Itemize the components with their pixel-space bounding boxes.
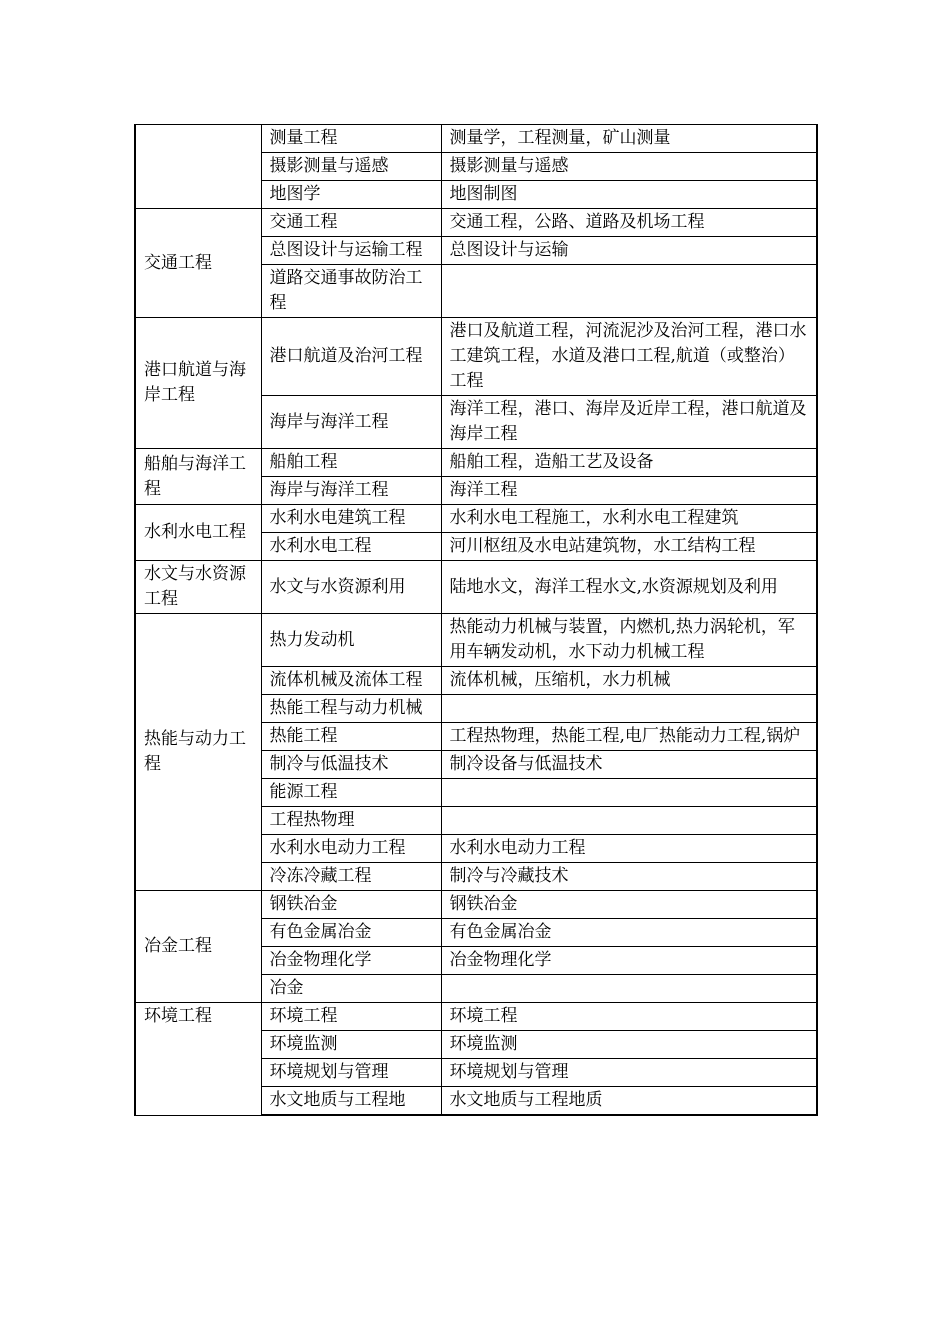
category-cell: 冶金工程: [135, 891, 261, 1003]
description-cell: 测量学，工程测量，矿山测量: [441, 125, 817, 153]
category-cell: 环境工程: [135, 1003, 261, 1116]
description-cell: 地图制图: [441, 181, 817, 209]
category-cell: [135, 125, 261, 209]
table-row: [135, 209, 817, 237]
description-cell: 摄影测量与遥感: [441, 153, 817, 181]
description-cell: 总图设计与运输: [441, 237, 817, 265]
subject-cell: 海岸与海洋工程: [261, 396, 441, 449]
subject-cell: 能源工程: [261, 779, 441, 807]
description-cell: 钢铁冶金: [441, 891, 817, 919]
description-cell: 水利水电动力工程: [441, 835, 817, 863]
category-cell: 交通工程: [135, 209, 261, 318]
table-row: [135, 318, 817, 396]
subject-cell: 水利水电工程: [261, 533, 441, 561]
subject-cell: 制冷与低温技术: [261, 751, 441, 779]
subject-cell: 水利水电建筑工程: [261, 505, 441, 533]
description-cell: 河川枢纽及水电站建筑物，水工结构工程: [441, 533, 817, 561]
description-cell: 冶金物理化学: [441, 947, 817, 975]
subject-cell: 水文与水资源利用: [261, 561, 441, 614]
subject-cell: 港口航道及治河工程: [261, 318, 441, 396]
description-cell: 水文地质与工程地质: [441, 1087, 817, 1116]
description-cell: 船舶工程，造船工艺及设备: [441, 449, 817, 477]
description-cell: 陆地水文，海洋工程水文,水资源规划及利用: [441, 561, 817, 614]
category-cell: 港口航道与海岸工程: [135, 318, 261, 449]
description-cell: 环境规划与管理: [441, 1059, 817, 1087]
subject-cell: 有色金属冶金: [261, 919, 441, 947]
description-cell: 海洋工程: [441, 477, 817, 505]
description-cell: 交通工程，公路、道路及机场工程: [441, 209, 817, 237]
discipline-table: [134, 124, 818, 1116]
description-cell: 环境工程: [441, 1003, 817, 1031]
description-cell: [441, 975, 817, 1003]
description-cell: 港口及航道工程，河流泥沙及治河工程，港口水工建筑工程，水道及港口工程,航道（或整治）工程: [441, 318, 817, 396]
subject-cell: 水利水电动力工程: [261, 835, 441, 863]
description-cell: 环境监测: [441, 1031, 817, 1059]
subject-cell: 钢铁冶金: [261, 891, 441, 919]
description-cell: 有色金属冶金: [441, 919, 817, 947]
subject-cell: 道路交通事故防治工程: [261, 265, 441, 318]
subject-cell: 热能工程与动力机械: [261, 695, 441, 723]
description-cell: [441, 695, 817, 723]
category-cell: 水利水电工程: [135, 505, 261, 561]
subject-cell: 环境工程: [261, 1003, 441, 1031]
description-cell: 水利水电工程施工，水利水电工程建筑: [441, 505, 817, 533]
subject-cell: 船舶工程: [261, 449, 441, 477]
subject-cell: 地图学: [261, 181, 441, 209]
subject-cell: 环境监测: [261, 1031, 441, 1059]
subject-cell: 热力发动机: [261, 614, 441, 667]
subject-cell: 水文地质与工程地: [261, 1087, 441, 1116]
description-cell: [441, 779, 817, 807]
subject-cell: 交通工程: [261, 209, 441, 237]
description-cell: [441, 265, 817, 318]
table-row: [135, 614, 817, 667]
subject-cell: 工程热物理: [261, 807, 441, 835]
category-cell: 热能与动力工程: [135, 614, 261, 891]
subject-cell: 冶金物理化学: [261, 947, 441, 975]
description-cell: 热能动力机械与装置，内燃机,热力涡轮机，军用车辆发动机，水下动力机械工程: [441, 614, 817, 667]
description-cell: 制冷设备与低温技术: [441, 751, 817, 779]
subject-cell: 测量工程: [261, 125, 441, 153]
subject-cell: 冷冻冷藏工程: [261, 863, 441, 891]
subject-cell: 环境规划与管理: [261, 1059, 441, 1087]
description-cell: [441, 807, 817, 835]
description-cell: 制冷与冷藏技术: [441, 863, 817, 891]
subject-cell: 冶金: [261, 975, 441, 1003]
table-row: [135, 561, 817, 614]
subject-cell: 热能工程: [261, 723, 441, 751]
subject-cell: 总图设计与运输工程: [261, 237, 441, 265]
subject-cell: 摄影测量与遥感: [261, 153, 441, 181]
table-row: [135, 505, 817, 533]
table-row: [135, 1003, 817, 1031]
table-row: [135, 125, 817, 153]
description-cell: 海洋工程，港口、海岸及近岸工程，港口航道及海岸工程: [441, 396, 817, 449]
table-row: [135, 891, 817, 919]
description-cell: 流体机械，压缩机，水力机械: [441, 667, 817, 695]
category-cell: 船舶与海洋工程: [135, 449, 261, 505]
table-row: [135, 449, 817, 477]
subject-cell: 海岸与海洋工程: [261, 477, 441, 505]
subject-cell: 流体机械及流体工程: [261, 667, 441, 695]
description-cell: 工程热物理，热能工程,电厂热能动力工程,锅炉: [441, 723, 817, 751]
category-cell: 水文与水资源工程: [135, 561, 261, 614]
